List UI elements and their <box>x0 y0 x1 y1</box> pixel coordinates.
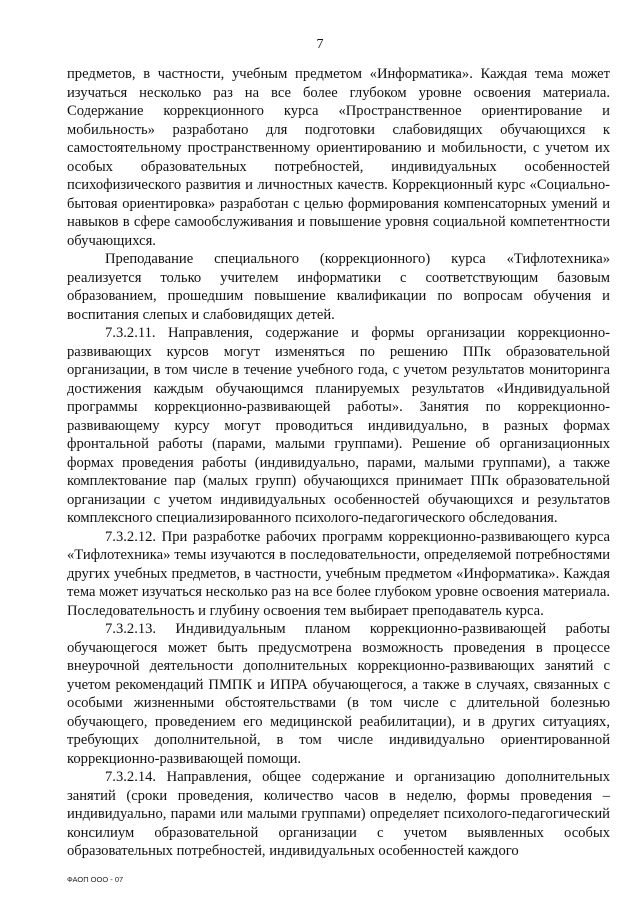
paragraph-7-3-2-14: 7.3.2.14. Направления, общее содержание и организацию дополнительных занятий (сроки проведения, количество часов в неделю, формы проведения – индивидуально, парами или малыми группами) определяет психолого-педагогический консилиум образовательной организации с учетом выявленных особых образовательных потребностей, индивидуальных особенностей каждого <box>67 769 610 859</box>
paragraph-7-3-2-13: 7.3.2.13. Индивидуальным планом коррекционно-развивающей работы обучающегося может быть предусмотрена возможность проведения в процессе внеурочной деятельности дополнительных коррекционно-развивающих занятий с учетом рекомендаций ПМПК и ИПРА обучающегося, а также в случаях, связанных с особыми жизненными обстоятельствами (в том числе с длительной болезнью обучающего, проведением его медицинской реабилитации), и в других ситуациях, требующих дополнительной, в том числе индивидуально ориентированной коррекционно-развивающей помощи. <box>67 621 610 767</box>
footer-code: ФАОП ООО - 07 <box>67 875 124 884</box>
paragraph-continuation: предметов, в частности, учебным предметом «Информатика». Каждая тема может изучаться несколько раз на все более глубоком уровне освоения материала. Содержание коррекционного курса «Пространственное ориентирование и мобильность» разработано для подготовки слабовидящих обучающихся к самостоятельному пространственному ориентированию и мобильности, с учетом их особых образовательных потребностей, индивидуальных особенностей психофизического развития и личностных качеств. Коррекционный курс «Социально-бытовая ориентировка» разработан с целью формирования компенсаторных умений и навыков в сфере самообслуживания и повышение уровня социальной компетентности обучающихся. <box>67 66 610 249</box>
page-number: 7 <box>316 37 324 52</box>
body-text <box>67 65 610 861</box>
paragraph-7-3-2-11: 7.3.2.11. Направления, содержание и формы организации коррекционно-развивающих курсов могут изменяться по решению ППк образовательной организации, в том числе в течение учебного года, с учетом результатов мониторинга достижения каждым обучающимся планируемых результатов «Индивидуальной программы коррекционно-развивающей работы». Занятия по коррекционно-развивающему курсу могут проводиться индивидуально, в разных формах фронтальной работы (парами, малыми группами). Решение об организационных формах проведения работы (индивидуально, парами, малыми группами), а также комплектование пар (малых групп) обучающихся принимает ППк образовательной организации с учетом индивидуальных особенностей обучающихся и результатов комплексного специализированного психолого-педагогического обследования. <box>67 325 610 526</box>
paragraph-7-3-2-12: 7.3.2.12. При разработке рабочих программ коррекционно-развивающего курса «Тифлотехника» темы изучаются в последовательности, определяемой потребностями других учебных предметов, в частности, учебным предметом «Информатика». Каждая тема может изучаться несколько раз на все более глубоком уровне освоения материала. Последовательность и глубину освоения тем выбирает преподаватель курса. <box>67 528 610 619</box>
paragraph-tiflotechnika: Преподавание специального (коррекционного) курса «Тифлотехника» реализуется только учителем информатики с соответствующим базовым образованием, прошедшим повышение квалификации по вопросам обучения и воспитания слепых и слабовидящих детей. <box>67 251 610 323</box>
